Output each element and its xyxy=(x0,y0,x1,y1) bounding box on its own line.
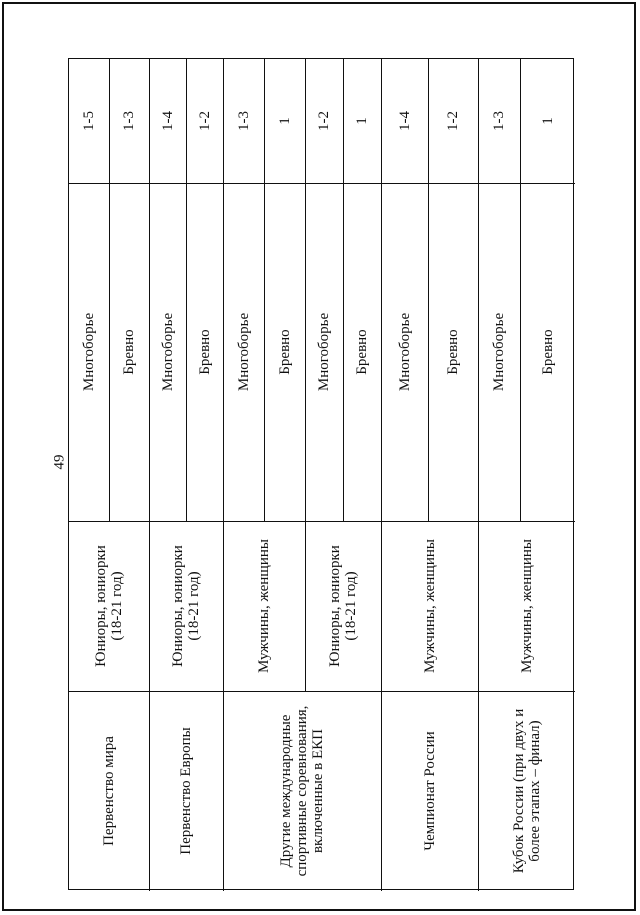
participants-cell: Мужчины, женщины xyxy=(518,539,535,673)
competition-cell: Чемпионат России xyxy=(421,731,438,851)
discipline-cell: Бревно xyxy=(539,329,556,375)
row-separator xyxy=(428,59,429,521)
competition-cell: Кубок России (при двух и более этапах – финал) xyxy=(510,708,543,874)
participants-cell: Мужчины, женщины xyxy=(256,539,272,673)
group-separator xyxy=(381,521,382,691)
participants-cell: Юниоры, юниорки (18-21 год) xyxy=(170,545,202,667)
competition-cell: Другие международные спортивные соревнования, включенные в ЕКП xyxy=(278,705,326,877)
row-separator xyxy=(381,59,382,521)
discipline-cell: Многоборье xyxy=(316,312,332,392)
places-cell: 1-2 xyxy=(316,111,332,131)
section-separator xyxy=(478,691,479,891)
row-separator xyxy=(520,59,521,521)
row-separator xyxy=(264,59,265,521)
group-separator xyxy=(478,521,479,691)
places-cell: 1-2 xyxy=(196,111,213,131)
section-separator xyxy=(149,691,150,891)
discipline-cell: Многоборье xyxy=(491,312,507,392)
column-separator-places xyxy=(69,183,575,184)
section-separator xyxy=(381,691,382,891)
discipline-cell: Многоборье xyxy=(235,312,252,392)
discipline-cell: Многоборье xyxy=(396,312,413,392)
page-number: 49 xyxy=(51,454,68,470)
participants-cell: Мужчины, женщины xyxy=(421,539,438,673)
places-cell: 1-3 xyxy=(491,111,507,131)
column-separator-participants xyxy=(69,691,575,692)
places-cell: 1-3 xyxy=(235,111,252,131)
rotated-table xyxy=(68,58,574,890)
places-cell: 1-4 xyxy=(396,111,413,131)
row-separator xyxy=(186,59,187,521)
row-separator xyxy=(478,59,479,521)
competition-cell: Первенство Европы xyxy=(178,727,194,855)
places-cell: 1-5 xyxy=(81,111,97,131)
discipline-cell: Бревно xyxy=(445,329,461,375)
column-separator-discipline xyxy=(69,521,575,522)
row-separator xyxy=(149,59,150,521)
places-cell: 1 xyxy=(539,117,556,125)
discipline-cell: Бревно xyxy=(276,329,293,375)
places-cell: 1-3 xyxy=(121,111,137,131)
row-separator xyxy=(109,59,110,521)
discipline-cell: Многоборье xyxy=(159,312,176,392)
discipline-cell: Бревно xyxy=(121,329,137,375)
places-cell: 1 xyxy=(354,117,370,125)
section-separator xyxy=(223,691,224,891)
competition-cell: Первенство мира xyxy=(101,736,117,846)
places-cell: 1-2 xyxy=(445,111,461,131)
places-cell: 1 xyxy=(276,117,293,125)
group-separator xyxy=(305,521,306,691)
row-separator xyxy=(223,59,224,521)
discipline-cell: Многоборье xyxy=(81,312,97,392)
participants-cell: Юниоры, юниорки (18-21 год) xyxy=(93,545,125,667)
group-separator xyxy=(149,521,150,691)
discipline-cell: Бревно xyxy=(354,329,370,375)
discipline-cell: Бревно xyxy=(196,329,213,375)
row-separator xyxy=(343,59,344,521)
places-cell: 1-4 xyxy=(159,111,176,131)
group-separator xyxy=(223,521,224,691)
participants-cell: Юниоры, юниорки (18-21 год) xyxy=(327,545,359,667)
row-separator xyxy=(305,59,306,521)
